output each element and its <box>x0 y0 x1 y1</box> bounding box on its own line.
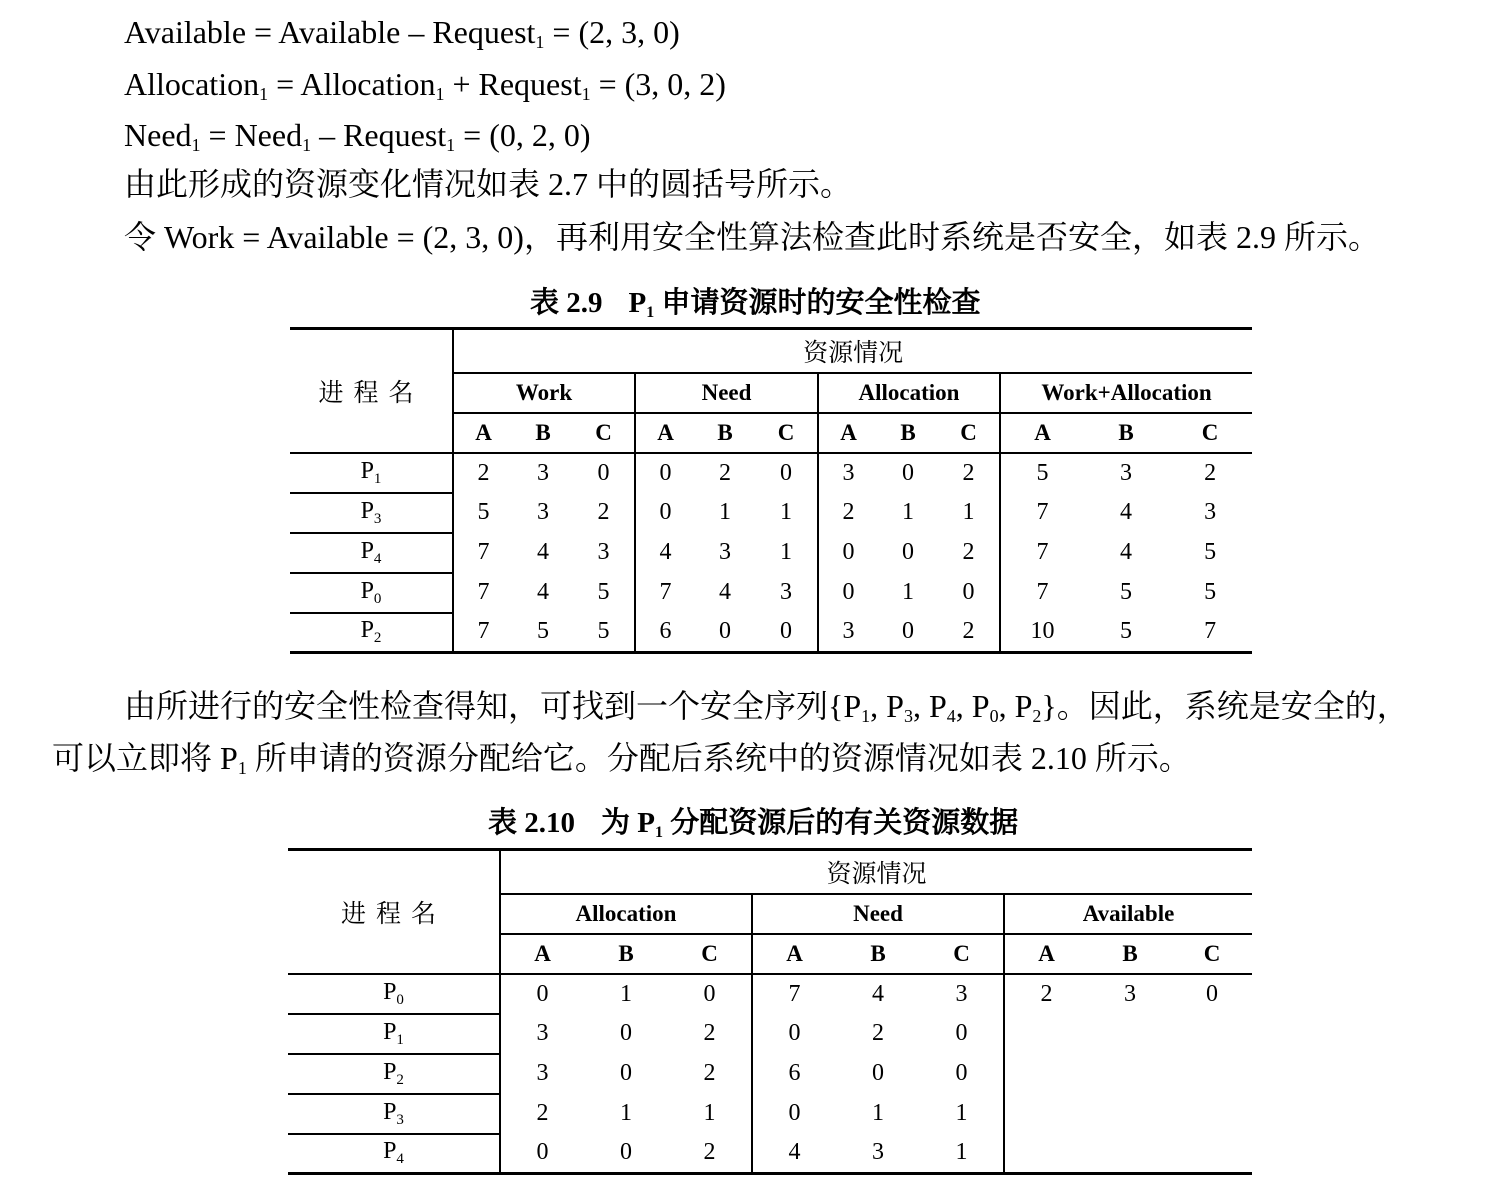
safety-check-table <box>290 327 1252 654</box>
process-name-header: 进程名 <box>288 850 500 974</box>
col-a: A <box>635 413 695 453</box>
value-cell: 5 <box>513 613 573 653</box>
eq-text: = Need <box>200 117 303 153</box>
value-cell: 3 <box>920 974 1004 1014</box>
para-text: , P <box>912 688 947 724</box>
value-cell: 7 <box>1036 499 1049 525</box>
value-cell: 0 <box>755 453 818 493</box>
value-cell: 7 <box>1036 579 1049 605</box>
value-cell: 0 <box>920 1054 1004 1094</box>
value-cell: 2 <box>573 493 635 533</box>
eq-subscript: 1 <box>435 84 445 104</box>
eq-text: Available = Available – Request <box>124 14 536 50</box>
value-cell: 0 <box>620 1020 632 1046</box>
process-cell <box>288 1014 500 1054</box>
table-number: 表 2.9 <box>530 287 603 319</box>
table-row <box>288 1054 1252 1094</box>
table-row <box>290 533 1252 573</box>
table-row <box>288 974 1252 1014</box>
value-cell: 4 <box>537 539 549 565</box>
eq-subscript: 1 <box>446 135 456 155</box>
eq-text: = (2, 3, 0) <box>544 14 680 50</box>
para-text: , P <box>870 688 904 724</box>
para-text: 可以立即将 P <box>52 740 238 776</box>
resource-status-header: 资源情况 <box>500 850 1252 894</box>
value-cell: 0 <box>755 613 818 653</box>
value-cell: 3 <box>836 1134 920 1174</box>
group-header-allocation: Allocation <box>818 373 1000 413</box>
col-c: C <box>1172 934 1252 974</box>
para-text: , P <box>998 688 1033 724</box>
value-cell: 2 <box>668 1134 752 1174</box>
process-letter: P <box>383 978 397 1005</box>
eq-subscript: 1 <box>535 32 545 52</box>
value-cell: 3 <box>1120 459 1132 486</box>
value-cell: 0 <box>842 539 855 565</box>
value-cell: 5 <box>1204 579 1217 605</box>
value-cell: 10 <box>1000 613 1084 653</box>
value-cell: 3 <box>755 573 818 613</box>
process-cell <box>288 1094 500 1134</box>
table-caption-2-9 <box>530 280 981 322</box>
process-subscript: 0 <box>373 590 382 607</box>
resource-status-header: 资源情况 <box>453 329 1252 373</box>
col-a: A <box>500 934 584 974</box>
value-cell: 0 <box>902 459 914 486</box>
process-subscript: 3 <box>396 1111 404 1128</box>
value-cell: 7 <box>1036 539 1049 565</box>
value-cell: 5 <box>573 573 635 613</box>
value-cell <box>1172 1094 1252 1134</box>
table-number: 表 2.10 <box>488 807 576 839</box>
para-subscript: 3 <box>903 706 913 726</box>
value-cell: 2 <box>872 1020 884 1046</box>
caption-subscript: 1 <box>646 304 655 321</box>
caption-subscript: 1 <box>654 824 663 841</box>
process-cell <box>288 1134 500 1174</box>
col-b: B <box>1088 934 1172 974</box>
value-cell: 7 <box>788 980 801 1007</box>
value-cell <box>1004 1094 1088 1134</box>
process-cell <box>290 453 453 493</box>
value-cell: 5 <box>1084 613 1168 653</box>
process-subscript: 2 <box>373 630 382 647</box>
value-cell: 0 <box>620 1060 632 1086</box>
value-cell: 3 <box>1124 980 1136 1007</box>
value-cell: 0 <box>842 579 855 605</box>
eq-subscript: 1 <box>302 135 312 155</box>
process-cell <box>290 613 453 653</box>
caption-text: P <box>628 287 647 319</box>
process-letter: P <box>360 457 374 484</box>
group-header-need: Need <box>752 894 1004 934</box>
table-row <box>288 1134 1252 1174</box>
value-cell: 3 <box>719 539 731 565</box>
eq-subscript: 1 <box>581 84 591 104</box>
col-b: B <box>584 934 668 974</box>
value-cell: 2 <box>1040 980 1053 1007</box>
col-c: C <box>938 413 1000 453</box>
equation-allocation <box>124 64 726 114</box>
process-subscript: 1 <box>396 1031 404 1048</box>
value-cell: 0 <box>659 499 672 525</box>
group-header-need: Need <box>635 373 818 413</box>
value-cell: 4 <box>1120 539 1132 565</box>
para-subscript: 2 <box>1032 706 1042 726</box>
para-subscript: 0 <box>989 706 999 726</box>
table-caption-2-10 <box>488 800 1018 842</box>
value-cell: 4 <box>752 1134 836 1174</box>
value-cell: 1 <box>902 579 914 605</box>
col-b: B <box>695 413 755 453</box>
value-cell: 3 <box>1204 499 1217 525</box>
table-row <box>290 613 1252 653</box>
process-letter: P <box>360 497 374 524</box>
col-c: C <box>755 413 818 453</box>
value-cell: 7 <box>477 539 490 565</box>
equation-available <box>124 12 680 62</box>
value-cell: 1 <box>872 1100 884 1126</box>
value-cell: 2 <box>477 459 490 486</box>
value-cell: 4 <box>1120 499 1132 525</box>
process-letter: P <box>360 617 374 644</box>
para-subscript: 1 <box>861 706 871 726</box>
value-cell: 4 <box>537 579 549 605</box>
process-cell <box>288 1054 500 1094</box>
group-header-work-allocation: Work+Allocation <box>1000 373 1252 413</box>
process-subscript: 4 <box>373 550 382 567</box>
value-cell: 5 <box>573 613 635 653</box>
value-cell: 7 <box>1168 613 1252 653</box>
value-cell <box>1088 1134 1172 1174</box>
value-cell <box>1172 1054 1252 1094</box>
value-cell: 0 <box>872 1060 884 1086</box>
process-name-header: 进程名 <box>290 329 453 453</box>
value-cell: 0 <box>695 613 755 653</box>
process-cell <box>288 974 500 1014</box>
value-cell: 1 <box>755 533 818 573</box>
value-cell: 1 <box>719 499 731 525</box>
value-cell: 2 <box>938 613 1000 653</box>
para-text: 所申请的资源分配给它。分配后系统中的资源情况如表 2.10 所示。 <box>246 740 1191 776</box>
table-row <box>288 1014 1252 1054</box>
value-cell: 5 <box>477 499 490 525</box>
value-cell: 1 <box>902 499 914 525</box>
value-cell: 0 <box>668 974 752 1014</box>
value-cell: 0 <box>500 1134 584 1174</box>
value-cell: 2 <box>668 1014 752 1054</box>
paragraph-safe-sequence <box>124 684 1409 738</box>
value-cell: 0 <box>878 613 938 653</box>
eq-subscript: 1 <box>191 135 201 155</box>
value-cell <box>1172 1014 1252 1054</box>
value-cell: 2 <box>1204 459 1217 486</box>
caption-text: 申请资源时的安全性检查 <box>654 287 981 319</box>
para-subscript: 4 <box>946 706 956 726</box>
para-text: , P <box>955 688 990 724</box>
process-subscript: 1 <box>373 470 382 487</box>
paragraph-work-init: 令 Work = Available = (2, 3, 0)，再利用安全性算法检查此时系统是否安全，如表 2.9 所示。 <box>124 219 1380 255</box>
eq-text: Allocation <box>124 66 260 102</box>
paragraph-resource-change: 由此形成的资源变化情况如表 2.7 中的圆括号所示。 <box>124 166 853 202</box>
process-cell <box>290 533 453 573</box>
eq-text: Need <box>124 117 192 153</box>
process-letter: P <box>383 1058 397 1085</box>
allocation-table <box>288 848 1252 1175</box>
value-cell: 2 <box>938 453 1000 493</box>
value-cell: 0 <box>788 1100 801 1126</box>
process-letter: P <box>360 577 374 604</box>
value-cell: 1 <box>755 493 818 533</box>
value-cell: 0 <box>920 1014 1004 1054</box>
process-cell <box>290 493 453 533</box>
col-c: C <box>1168 413 1252 453</box>
value-cell: 3 <box>573 533 635 573</box>
process-subscript: 3 <box>373 510 382 527</box>
group-header-available: Available <box>1004 894 1252 934</box>
process-subscript: 2 <box>396 1071 404 1088</box>
value-cell: 7 <box>477 579 490 605</box>
value-cell: 7 <box>659 579 672 605</box>
caption-text: 为 P <box>601 807 655 839</box>
value-cell: 3 <box>842 459 855 486</box>
value-cell <box>1172 1134 1252 1174</box>
value-cell <box>1088 1094 1172 1134</box>
col-c: C <box>920 934 1004 974</box>
value-cell: 2 <box>668 1054 752 1094</box>
col-a: A <box>752 934 836 974</box>
value-cell: 1 <box>620 980 632 1007</box>
value-cell: 3 <box>537 499 549 525</box>
value-cell: 4 <box>872 980 884 1007</box>
col-b: B <box>836 934 920 974</box>
value-cell: 1 <box>938 493 1000 533</box>
table-row <box>290 573 1252 613</box>
value-cell: 1 <box>920 1134 1004 1174</box>
value-cell: 0 <box>902 539 914 565</box>
process-letter: P <box>383 1138 397 1165</box>
value-cell: 3 <box>536 1020 549 1046</box>
process-subscript: 4 <box>396 1151 404 1168</box>
value-cell: 3 <box>536 1060 549 1086</box>
value-cell: 5 <box>1036 459 1049 486</box>
para-text: 由所进行的安全性检查得知，可找到一个安全序列{P <box>124 688 862 724</box>
caption-text: 分配资源后的有关资源数据 <box>662 807 1019 839</box>
eq-subscript: 1 <box>259 84 269 104</box>
value-cell: 0 <box>584 1134 668 1174</box>
equation-need <box>124 115 591 165</box>
value-cell: 3 <box>818 613 878 653</box>
value-cell: 3 <box>537 459 549 486</box>
value-cell <box>1088 1054 1172 1094</box>
process-letter: P <box>383 1098 397 1125</box>
value-cell: 5 <box>1204 539 1217 565</box>
col-c: C <box>668 934 752 974</box>
process-letter: P <box>360 537 374 564</box>
col-c: C <box>573 413 635 453</box>
col-a: A <box>453 413 513 453</box>
value-cell: 0 <box>573 453 635 493</box>
process-subscript: 0 <box>396 991 404 1008</box>
process-cell <box>290 573 453 613</box>
value-cell: 2 <box>536 1100 549 1126</box>
eq-text: + Request <box>444 66 582 102</box>
value-cell: 0 <box>659 459 672 486</box>
col-b: B <box>1084 413 1168 453</box>
value-cell: 7 <box>453 613 513 653</box>
group-header-allocation: Allocation <box>500 894 752 934</box>
value-cell: 2 <box>842 499 855 525</box>
value-cell: 1 <box>620 1100 632 1126</box>
value-cell: 6 <box>635 613 695 653</box>
group-header-work: Work <box>453 373 635 413</box>
para-text: }。因此，系统是安全的， <box>1041 688 1409 724</box>
para-subscript: 1 <box>237 758 247 778</box>
value-cell: 0 <box>788 1020 801 1046</box>
col-a: A <box>1004 934 1088 974</box>
table-row <box>288 1094 1252 1134</box>
eq-text: – Request <box>311 117 447 153</box>
value-cell <box>1088 1014 1172 1054</box>
eq-text: = Allocation <box>268 66 436 102</box>
col-a: A <box>1000 413 1084 453</box>
col-b: B <box>513 413 573 453</box>
value-cell: 2 <box>938 533 1000 573</box>
value-cell: 0 <box>1206 980 1219 1007</box>
eq-text: = (0, 2, 0) <box>455 117 591 153</box>
table-row <box>290 493 1252 533</box>
table-row <box>290 453 1252 493</box>
col-b: B <box>878 413 938 453</box>
value-cell: 6 <box>788 1060 801 1086</box>
value-cell <box>1004 1134 1088 1174</box>
value-cell: 0 <box>938 573 1000 613</box>
value-cell: 5 <box>1120 579 1132 605</box>
eq-text: = (3, 0, 2) <box>590 66 726 102</box>
value-cell: 2 <box>719 459 731 486</box>
col-a: A <box>818 413 878 453</box>
value-cell: 0 <box>536 980 549 1007</box>
paragraph-allocation-result <box>52 736 1191 790</box>
value-cell: 4 <box>719 579 731 605</box>
value-cell: 1 <box>668 1094 752 1134</box>
value-cell: 1 <box>920 1094 1004 1134</box>
value-cell <box>1004 1054 1088 1094</box>
process-letter: P <box>383 1018 397 1045</box>
value-cell: 4 <box>659 539 672 565</box>
value-cell <box>1004 1014 1088 1054</box>
